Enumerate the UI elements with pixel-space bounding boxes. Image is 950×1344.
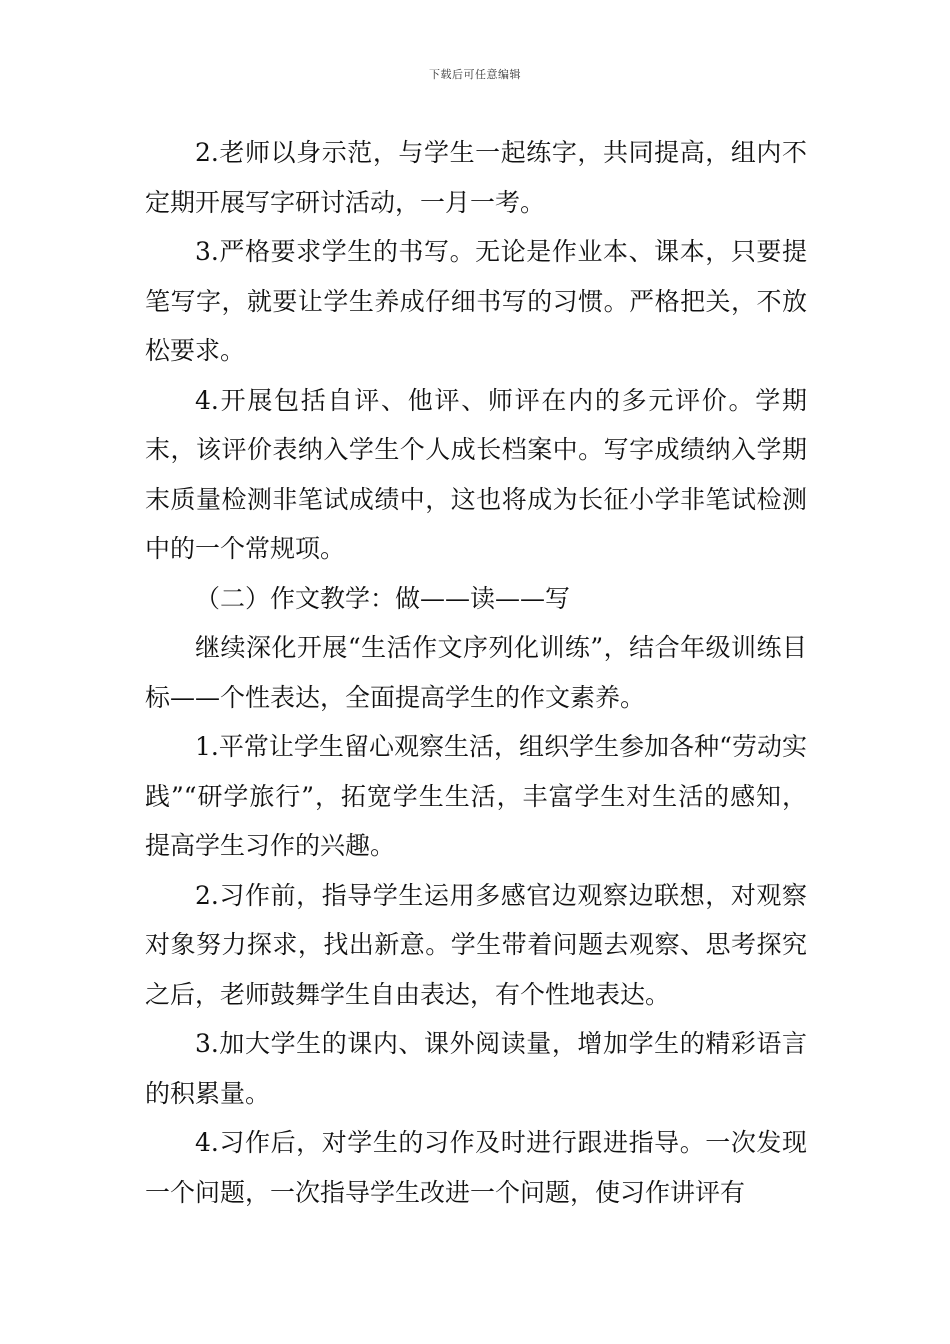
paragraph-composition-item-3: 3.加大学生的课内、课外阅读量，增加学生的精彩语言的积累量。: [145, 1029, 807, 1108]
paragraph-composition-item-1: 1.平常让学生留心观察生活，组织学生参加各种“劳动实践”“研学旅行”，拓宽学生生活，丰富学生对生活的感知，提高学生习作的兴趣。: [145, 732, 807, 860]
paragraph-writing-item-2: 2.老师以身示范，与学生一起练字，共同提高，组内不定期开展写字研讨活动，一月一考。: [145, 138, 807, 217]
header-note: 下载后可任意编辑: [429, 68, 521, 81]
document-body: [145, 128, 807, 1217]
paragraph-writing-item-4: 4.开展包括自评、他评、师评在内的多元评价。学期末，该评价表纳入学生个人成长档案中。写字成绩纳入学期末质量检测非笔试成绩中，这也将成为长征小学非笔试检测中的一个常规项。: [145, 385, 807, 563]
paragraph-composition-intro: 继续深化开展“生活作文序列化训练”，结合年级训练目标——个性表达，全面提高学生的作文素养。: [145, 633, 807, 712]
paragraph-composition-item-4: 4.习作后，对学生的习作及时进行跟进指导。一次发现一个问题，一次指导学生改进一个问题，使习作讲评有: [145, 1128, 807, 1207]
paragraph-writing-item-3: 3.严格要求学生的书写。无论是作业本、课本，只要提笔写字，就要让学生养成仔细书写的习惯。严格把关，不放松要求。: [145, 237, 807, 365]
paragraph-composition-item-2: 2.习作前，指导学生运用多感官边观察边联想，对观察对象努力探求，找出新意。学生带着问题去观察、思考探究之后，老师鼓舞学生自由表达，有个性地表达。: [145, 880, 807, 1009]
section-heading-composition: （二）作文教学：做——读——写: [195, 583, 571, 613]
